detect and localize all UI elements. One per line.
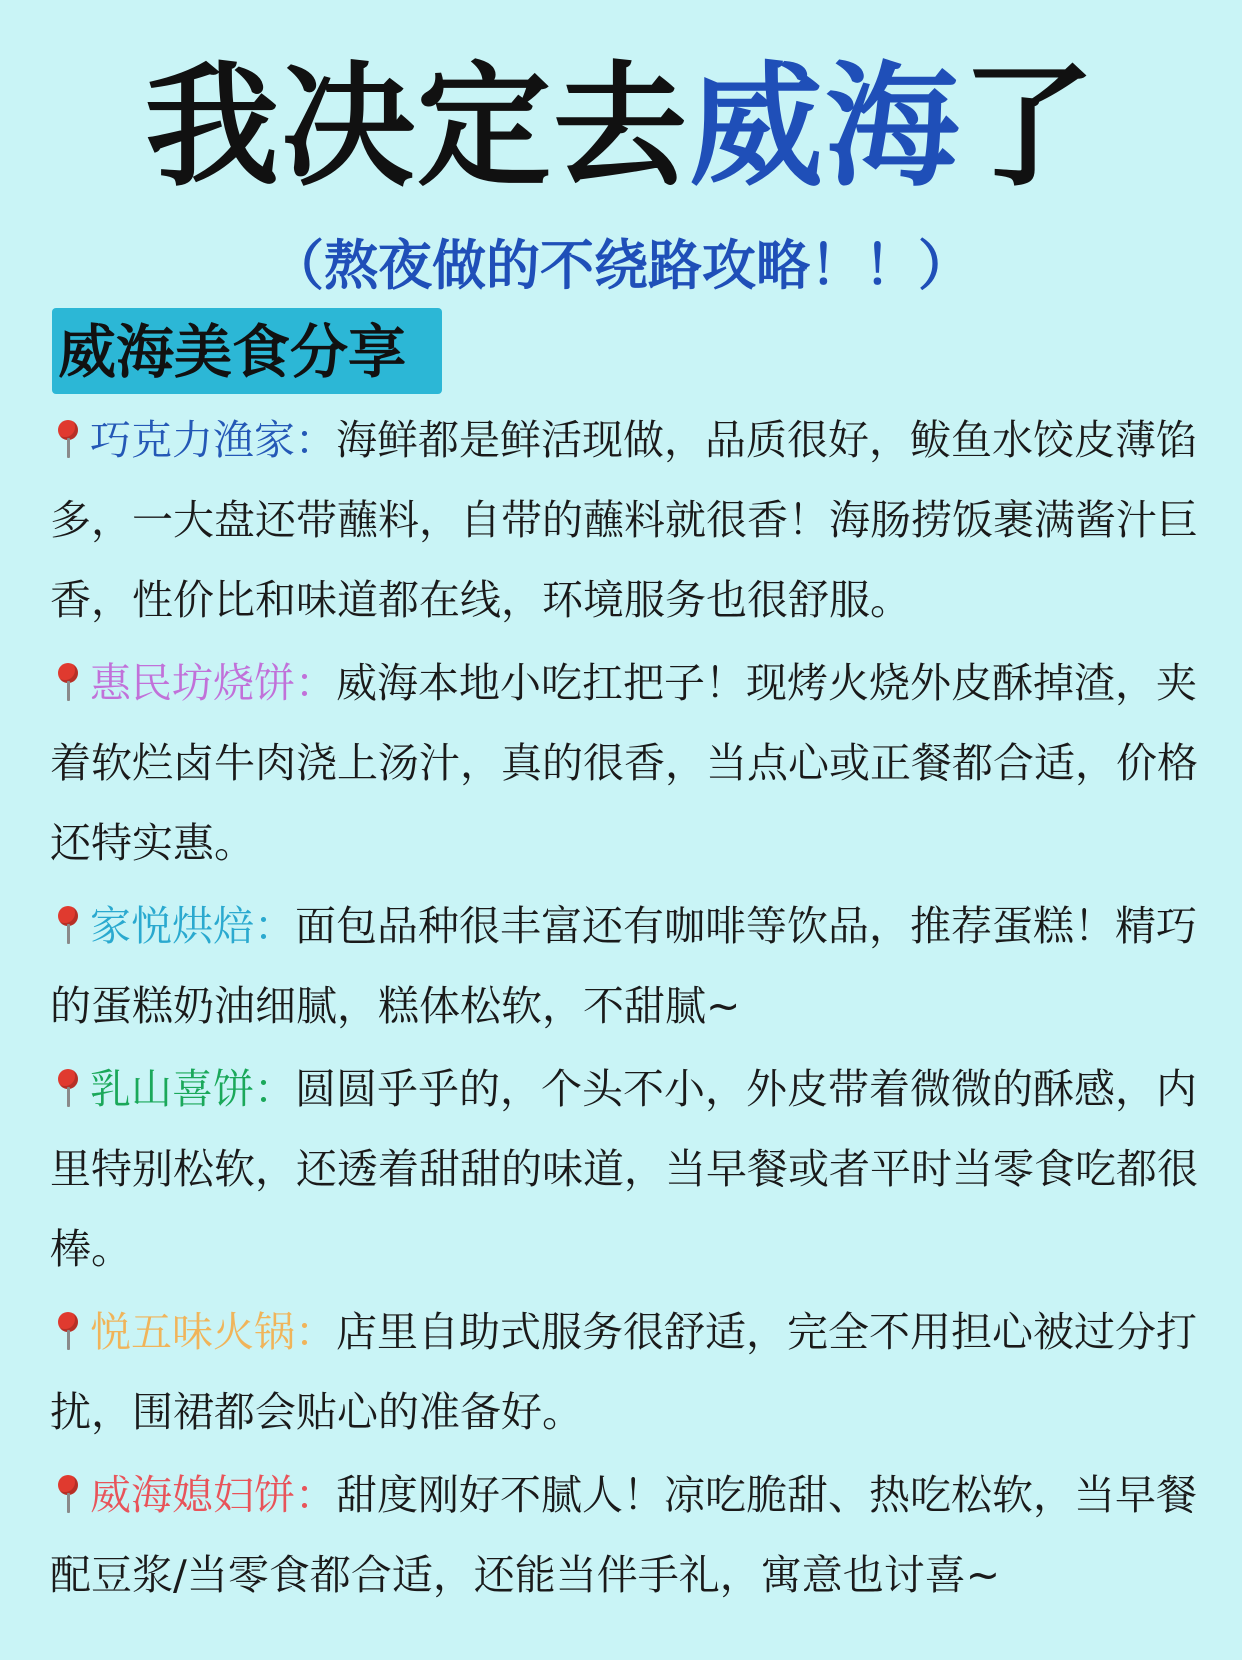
- shop-description: 威海本地小吃扛把子！现烤火烧外皮酥掉渣，夹着软烂卤牛肉浇上汤汁，真的很香，当点心或正餐都合适，价格还特实惠。: [50, 659, 1198, 867]
- shop-name: 家悦烘焙：: [90, 902, 295, 950]
- shop-name: 惠民坊烧饼：: [90, 659, 336, 707]
- page-subtitle: （熬夜做的不绕路攻略！！）: [270, 234, 972, 297]
- page-title: [0, 49, 1242, 205]
- red-pin-icon: [50, 1311, 90, 1351]
- section-title: 威海美食分享: [58, 318, 407, 386]
- red-pin-icon: [50, 1068, 90, 1108]
- food-entry: [50, 886, 1200, 1046]
- shop-description: 圆圆乎乎的，个头不小，外皮带着微微的酥感，内里特别松软，还透着甜甜的味道，当早餐或者平时当零食吃都很棒。: [50, 1065, 1198, 1273]
- shop-name: 巧克力渔家：: [90, 416, 336, 464]
- food-list: [50, 400, 1200, 1618]
- shop-description: 甜度刚好不腻人！凉吃脆甜、热吃松软，当早餐配豆浆/当零食都合适，还能当伴手礼，寓意也讨喜~: [50, 1471, 1197, 1599]
- title-main: 我决定去: [144, 49, 689, 205]
- title-end: 了: [961, 49, 1098, 205]
- shop-description: 面包品种很丰富还有咖啡等饮品，推荐蛋糕！精巧的蛋糕奶油细腻，糕体松软，不甜腻~: [50, 902, 1197, 1030]
- shop-name: 悦五味火锅：: [90, 1308, 336, 1356]
- shop-description: 店里自助式服务很舒适，完全不用担心被过分打扰，围裙都会贴心的准备好。: [50, 1308, 1197, 1436]
- shop-description: 海鲜都是鲜活现做，品质很好，鲅鱼水饺皮薄馅多，一大盘还带蘸料，自带的蘸料就很香！海肠捞饭裹满酱汁巨香，性价比和味道都在线，环境服务也很舒服。: [50, 416, 1198, 624]
- title-accent: 威海: [688, 49, 961, 205]
- red-pin-icon: [50, 419, 90, 459]
- red-pin-icon: [50, 905, 90, 945]
- shop-name: 威海媳妇饼：: [90, 1471, 336, 1519]
- red-pin-icon: [50, 1474, 90, 1514]
- food-entry: [50, 1455, 1200, 1615]
- food-entry: [50, 400, 1200, 640]
- food-entry: [50, 1292, 1200, 1452]
- food-entry: [50, 643, 1200, 883]
- shop-name: 乳山喜饼：: [90, 1065, 295, 1113]
- red-pin-icon: [50, 662, 90, 702]
- food-entry: [50, 1049, 1200, 1289]
